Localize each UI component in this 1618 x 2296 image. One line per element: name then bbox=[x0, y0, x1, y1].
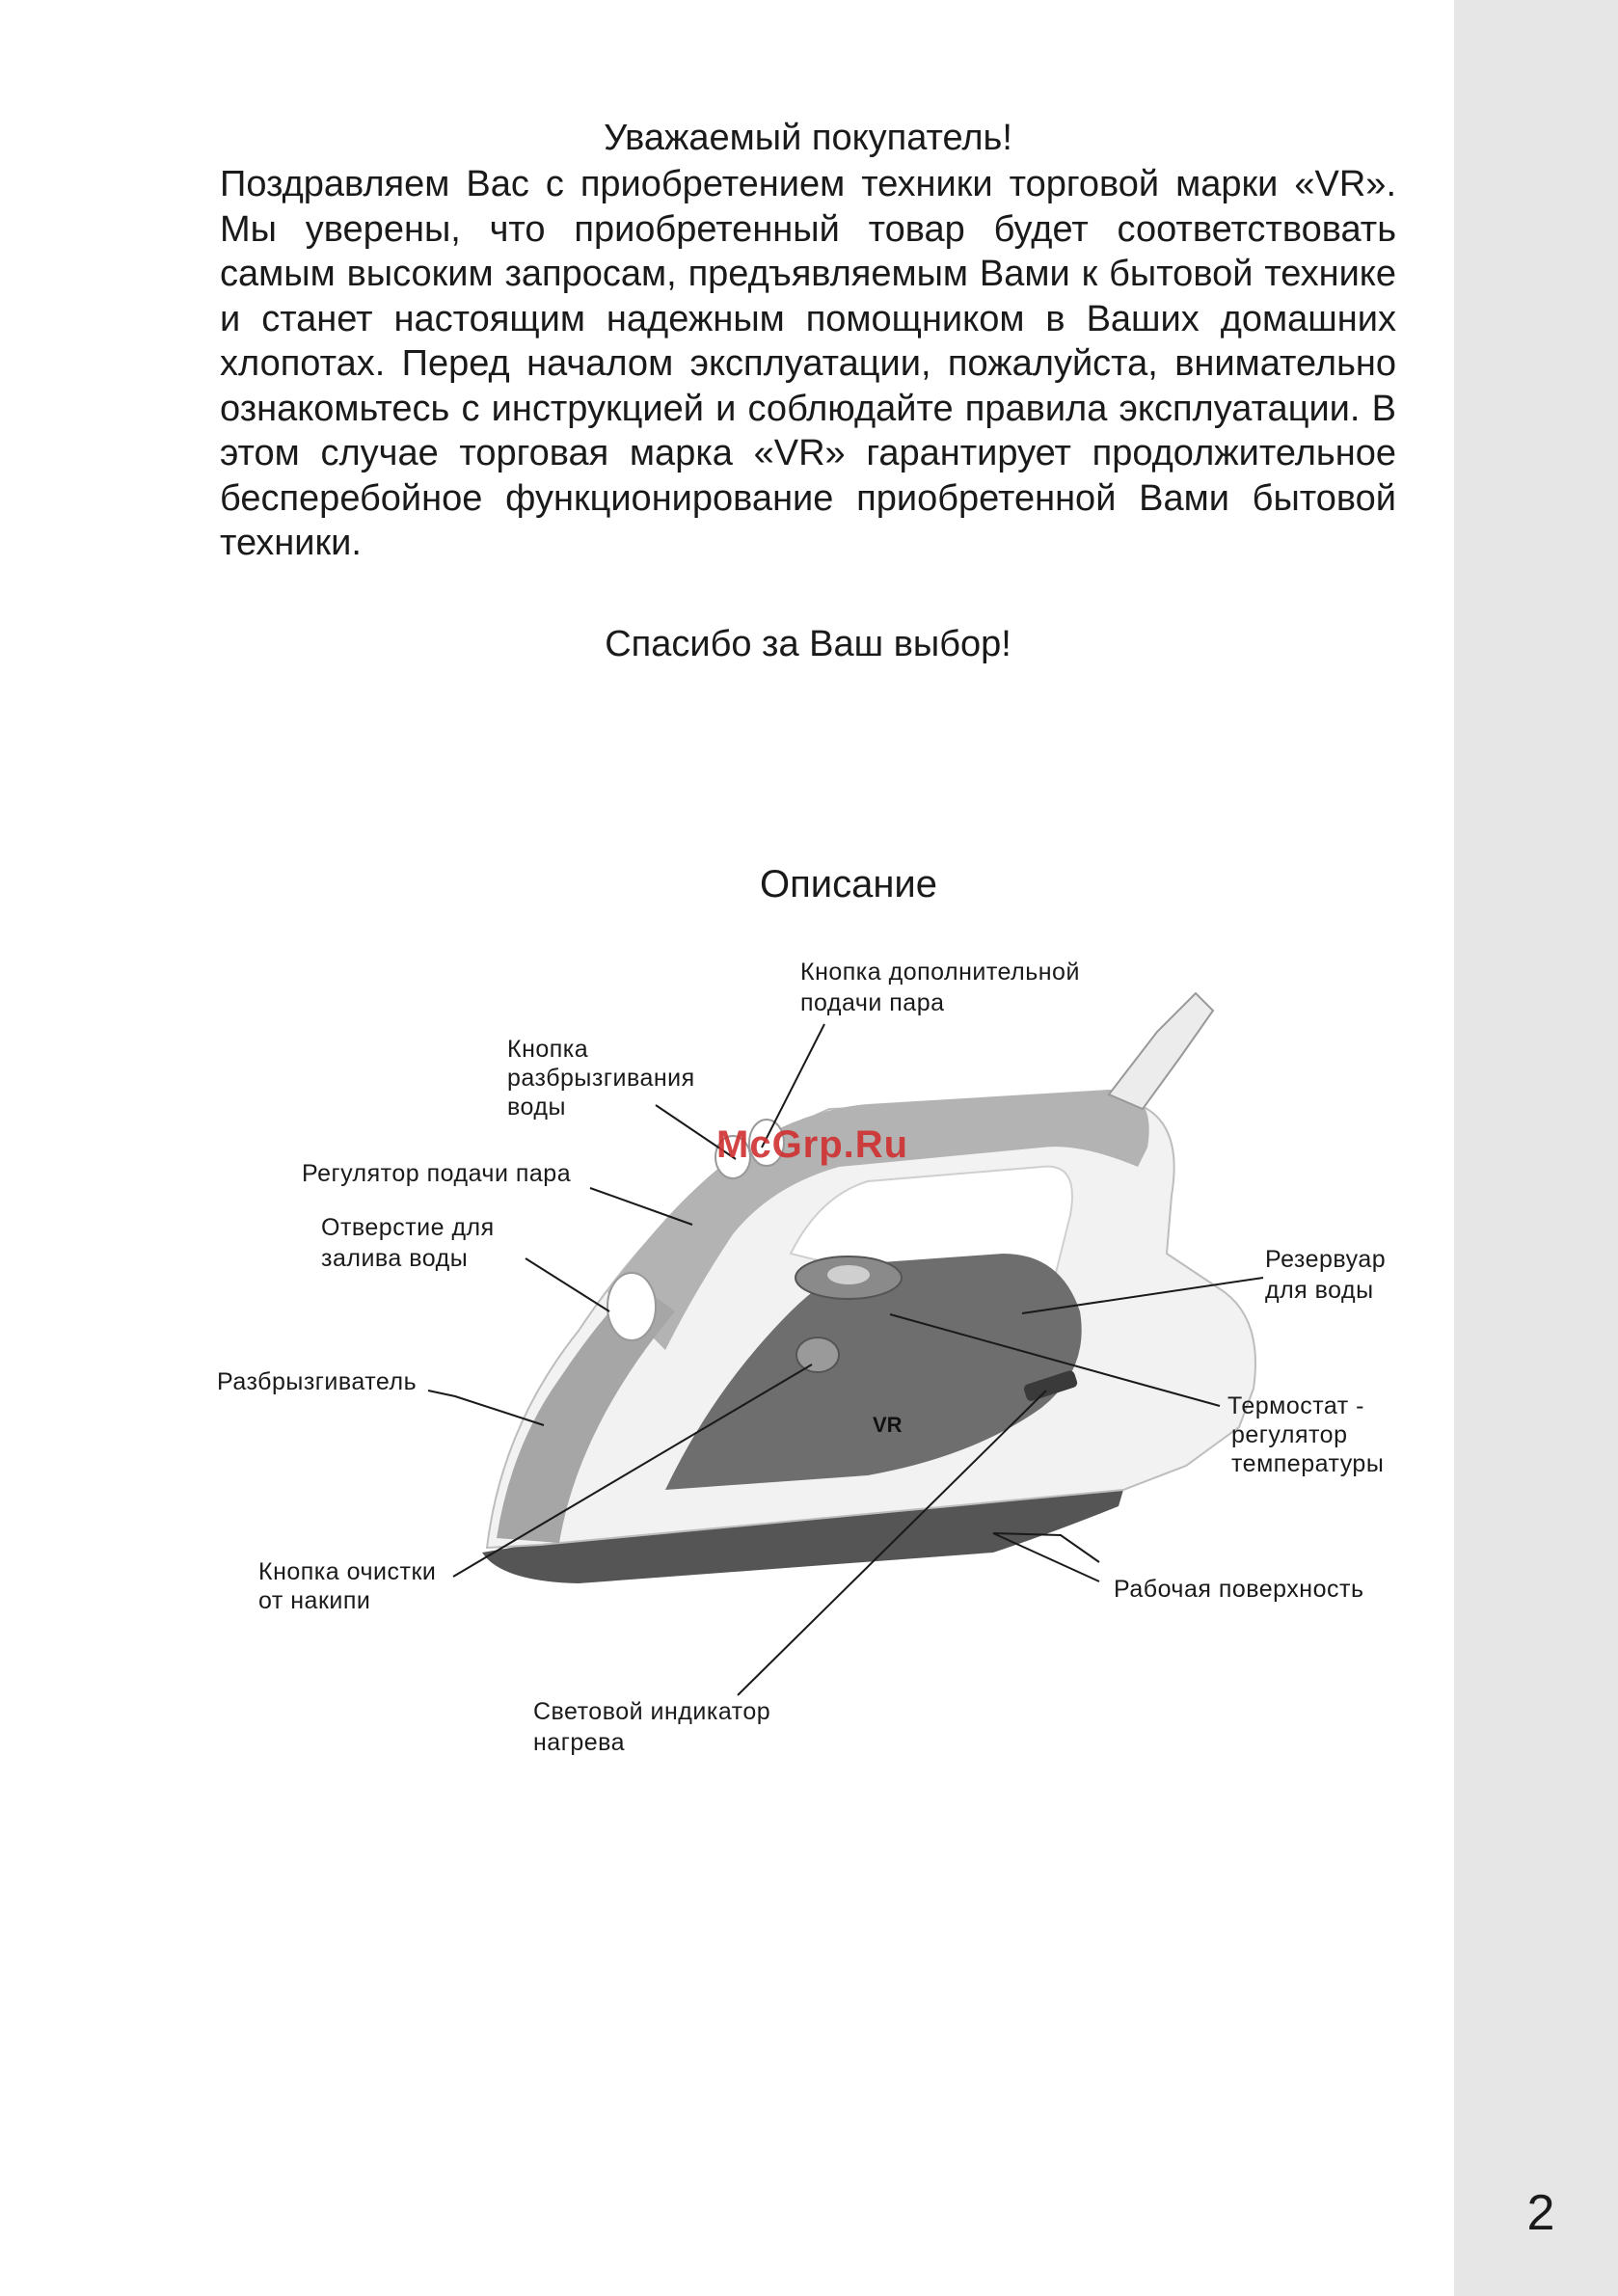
cord-guard bbox=[1109, 993, 1213, 1109]
leader-sprayer bbox=[428, 1391, 544, 1425]
label-fill-hole-2: залива воды bbox=[321, 1245, 469, 1272]
iron-brand: VR bbox=[873, 1413, 903, 1437]
page-number: 2 bbox=[1526, 2185, 1555, 2241]
label-descale-2: от накипи bbox=[258, 1587, 371, 1614]
fill-hole-cap bbox=[607, 1273, 656, 1340]
label-thermostat-3: температуры bbox=[1231, 1450, 1385, 1477]
label-heat-indicator-2: нагрева bbox=[533, 1729, 626, 1756]
leader-fill-hole bbox=[526, 1258, 609, 1311]
watermark: McGrp.Ru bbox=[716, 1123, 909, 1166]
label-soleplate: Рабочая поверхность bbox=[1114, 1576, 1364, 1603]
label-thermostat-1: Термостат - bbox=[1227, 1392, 1365, 1419]
label-water-tank-2: для воды bbox=[1265, 1277, 1374, 1304]
label-water-tank-1: Резервуар bbox=[1265, 1246, 1387, 1273]
label-fill-hole-1: Отверстие для bbox=[321, 1214, 495, 1241]
label-spray-2: разбрызгивания bbox=[507, 1065, 695, 1092]
section-title: Описание bbox=[759, 863, 938, 905]
intro-paragraph: Поздравляем Вас с приобретением техники торговой марки «VR». Мы уверены, что приобретенный товар будет соответствовать самым высоким запросам, предъявляемым Вами к бытовой технике и станет настоящим надежным помощником в Ваших домашних хлопотах. Перед началом эксплуатации, пожалуйста, внимательно ознакомьтесь с инструкцией и соблюдайте правила эксплуатации. В этом случае торговая марка «VR» гарантирует продолжительное бесперебойное функционирование приобретенной Вами бытовой техники. bbox=[220, 164, 1396, 563]
descale-knob bbox=[796, 1337, 839, 1372]
label-extra-steam-2: подачи пара bbox=[800, 989, 945, 1016]
thanks-line: Спасибо за Ваш выбор! bbox=[605, 624, 1011, 664]
label-spray-1: Кнопка bbox=[507, 1036, 589, 1063]
leader-soleplate-end bbox=[993, 1533, 1099, 1581]
label-descale-1: Кнопка очистки bbox=[258, 1558, 437, 1585]
greeting: Уважаемый покупатель! bbox=[604, 118, 1012, 158]
label-steam-regulator: Регулятор подачи пара bbox=[302, 1160, 572, 1187]
label-thermostat-2: регулятор bbox=[1231, 1421, 1348, 1448]
label-sprayer: Разбрызгиватель bbox=[217, 1368, 418, 1395]
thermostat-dial-center bbox=[827, 1265, 870, 1284]
label-extra-steam-1: Кнопка дополнительной bbox=[800, 959, 1080, 986]
leader-steam-regulator bbox=[590, 1188, 692, 1225]
label-spray-3: воды bbox=[507, 1094, 566, 1121]
label-heat-indicator-1: Световой индикатор bbox=[533, 1698, 771, 1725]
